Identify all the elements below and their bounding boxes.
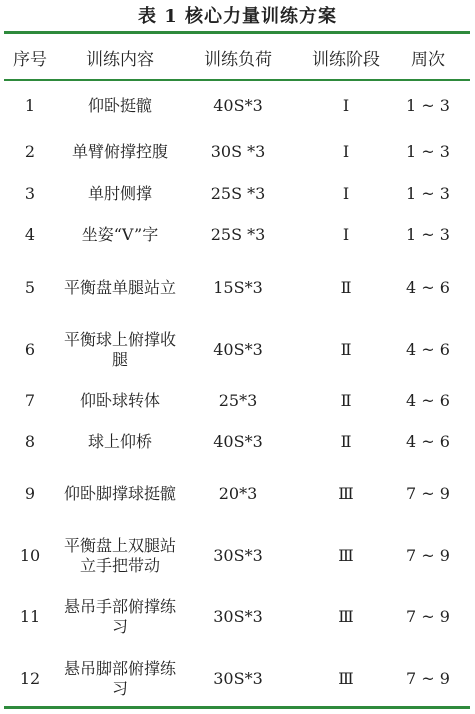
cell-weeks: 1 ~ 3 (406, 184, 450, 203)
cell-no: 4 (24, 225, 36, 244)
cell-content: 仰卧挺髋 (87, 96, 152, 115)
cell-weeks: 7 ~ 9 (406, 607, 450, 626)
cell-load: 25*3 (218, 391, 258, 410)
table-row (0, 264, 475, 312)
cell-stage: Ⅲ (338, 484, 354, 503)
cell-load: 30S*3 (213, 607, 263, 626)
cell-stage: Ⅰ (342, 225, 350, 244)
cell-stage: Ⅲ (338, 607, 354, 626)
cell-weeks: 7 ~ 9 (406, 484, 450, 503)
cell-weeks: 4 ~ 6 (406, 278, 450, 297)
cell-load: 25S *3 (210, 225, 266, 244)
cell-weeks: 7 ~ 9 (406, 669, 450, 688)
cell-load: 30S*3 (213, 669, 263, 688)
cell-content: 悬吊手部俯撑练习 (63, 597, 176, 636)
cell-stage: Ⅲ (338, 546, 354, 565)
header-stage: 训练阶段 (312, 49, 380, 70)
table-row (0, 655, 475, 703)
cell-stage: Ⅱ (340, 340, 352, 359)
cell-no: 3 (24, 184, 36, 203)
table-row (0, 422, 475, 462)
cell-weeks: 1 ~ 3 (406, 142, 450, 161)
table-row (0, 532, 475, 580)
cell-load: 20*3 (218, 484, 258, 503)
cell-load: 25S *3 (210, 184, 266, 203)
table-row (0, 86, 475, 126)
cell-load: 15S*3 (213, 278, 263, 297)
cell-stage: Ⅲ (338, 669, 354, 688)
cell-content: 悬吊脚部俯撑练习 (63, 659, 176, 698)
cell-stage: Ⅰ (342, 96, 350, 115)
table-row (0, 174, 475, 214)
cell-stage: Ⅱ (340, 432, 352, 451)
cell-load: 30S *3 (210, 142, 266, 161)
cell-weeks: 1 ~ 3 (406, 96, 450, 115)
cell-no: 6 (24, 340, 36, 359)
cell-weeks: 1 ~ 3 (406, 225, 450, 244)
table-row (0, 470, 475, 518)
cell-content: 平衡盘上双腿站立手把带动 (63, 536, 176, 575)
cell-weeks: 4 ~ 6 (406, 391, 450, 410)
cell-weeks: 7 ~ 9 (406, 546, 450, 565)
cell-no: 7 (24, 391, 36, 410)
header-content: 训练内容 (86, 49, 154, 70)
header-no: 序号 (13, 49, 47, 70)
cell-content: 球上仰桥 (87, 432, 152, 451)
table-header (0, 36, 475, 78)
cell-no: 9 (24, 484, 36, 503)
cell-content: 仰卧球转体 (79, 391, 160, 410)
cell-load: 40S*3 (213, 340, 263, 359)
top-rule (4, 31, 470, 34)
cell-load: 40S*3 (213, 96, 263, 115)
cell-content: 单臂俯撑控腹 (71, 142, 168, 161)
cell-no: 10 (19, 546, 41, 565)
table-row (0, 215, 475, 255)
table-row (0, 381, 475, 421)
cell-content: 仰卧脚撑球挺髋 (63, 484, 176, 503)
cell-no: 8 (24, 432, 36, 451)
cell-content: 平衡盘单腿站立 (63, 278, 176, 297)
header-load: 训练负荷 (204, 49, 272, 70)
cell-stage: Ⅱ (340, 391, 352, 410)
bottom-rule (4, 706, 470, 709)
cell-load: 30S*3 (213, 546, 263, 565)
cell-stage: Ⅰ (342, 184, 350, 203)
table-row (0, 326, 475, 374)
cell-no: 5 (24, 278, 36, 297)
cell-content: 单肘侧撑 (87, 184, 152, 203)
header-rule (4, 79, 470, 81)
cell-no: 1 (24, 96, 36, 115)
cell-weeks: 4 ~ 6 (406, 340, 450, 359)
cell-stage: Ⅱ (340, 278, 352, 297)
cell-load: 40S*3 (213, 432, 263, 451)
table-row (0, 593, 475, 641)
cell-stage: Ⅰ (342, 142, 350, 161)
header-weeks: 周次 (411, 49, 445, 70)
cell-weeks: 4 ~ 6 (406, 432, 450, 451)
cell-no: 12 (19, 669, 41, 688)
cell-no: 2 (24, 142, 36, 161)
table-row (0, 132, 475, 172)
cell-no: 11 (19, 607, 41, 626)
table-caption: 表 1 核心力量训练方案 (137, 6, 338, 27)
cell-content: 坐姿“V”字 (81, 225, 159, 244)
cell-content: 平衡球上俯撑收腿 (63, 330, 176, 369)
